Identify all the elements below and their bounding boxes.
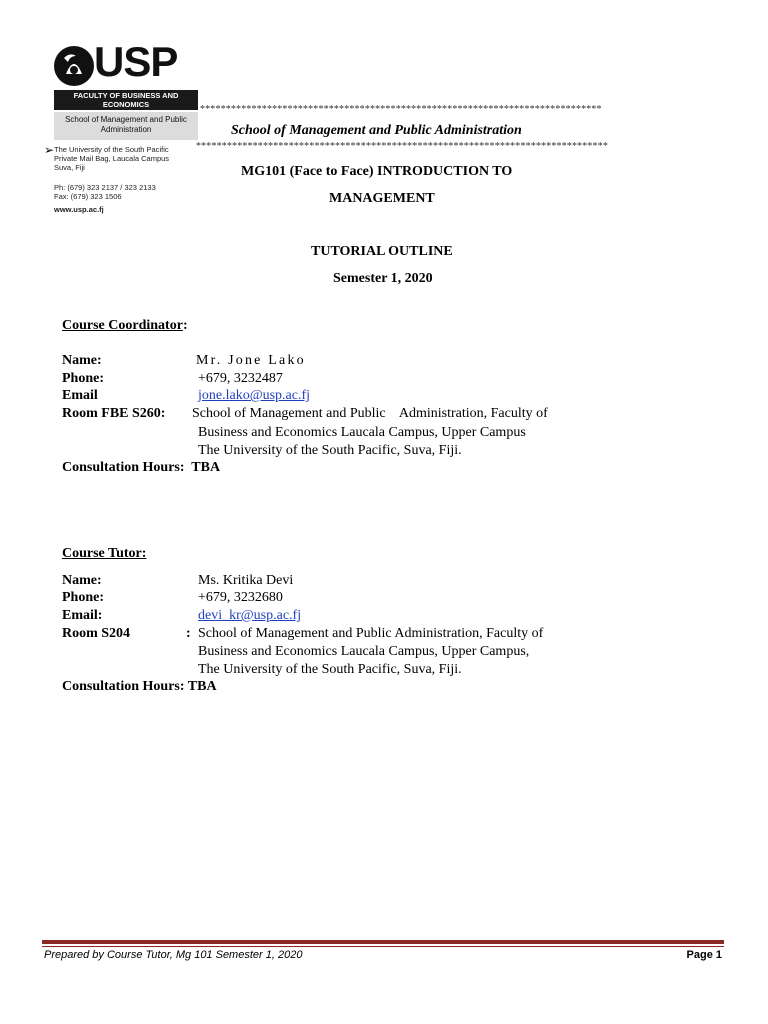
tutor-name-value: Ms. Kritika Devi	[198, 573, 294, 588]
logo-address-line: Suva, Fiji	[54, 163, 85, 172]
outline-title: TUTORIAL OUTLINE	[311, 244, 453, 259]
logo-faculty-band: FACULTY OF BUSINESS AND ECONOMICS	[54, 90, 198, 110]
coordinator-phone-value: +679, 3232487	[198, 371, 283, 386]
logo-address-line: The University of the South Pacific	[54, 145, 169, 154]
tutor-room-line2: Business and Economics Laucala Campus, Upper Campus,	[198, 644, 530, 659]
usp-logo-letters: USP	[94, 38, 178, 85]
footer-rule-thin	[42, 946, 724, 947]
course-title-line2: MANAGEMENT	[329, 191, 435, 206]
footer-rule	[42, 940, 724, 944]
tutor-room-line3: The University of the South Pacific, Suva, Fiji.	[198, 662, 462, 677]
semester-label: Semester 1, 2020	[333, 271, 433, 286]
logo-website: www.usp.ac.fj	[54, 205, 104, 214]
logo-phone: Ph: (679) 323 2137 / 323 2133	[54, 183, 156, 192]
tutor-email-label: Email:	[62, 608, 103, 623]
stars-divider-bottom: ********************************************************************************	[196, 141, 608, 152]
footer-prepared-by: Prepared by Course Tutor, Mg 101 Semester 1, 2020	[44, 949, 303, 961]
tutor-name-label: Name:	[62, 573, 102, 588]
coordinator-room-line2: Business and Economics Laucala Campus, Upper Campus	[198, 425, 526, 440]
tutor-phone-label: Phone:	[62, 590, 104, 605]
usp-emblem-icon	[52, 44, 96, 88]
tutor-email-link[interactable]: devi_kr@usp.ac.fj	[198, 608, 302, 623]
tutor-hours: Consultation Hours: TBA	[62, 679, 217, 694]
logo-fax: Fax: (679) 323 1506	[54, 192, 122, 201]
tutor-room-label: Room S204	[62, 626, 131, 641]
tutor-heading: Course Tutor:	[62, 546, 147, 561]
coordinator-email-label: Email	[62, 388, 98, 403]
coordinator-name-label: Name:	[62, 353, 102, 368]
logo-address-line: Private Mail Bag, Laucala Campus	[54, 154, 170, 163]
bullet-icon: ➢	[44, 143, 55, 157]
tutor-room-colon: :	[186, 626, 191, 641]
stars-divider-top: ******************************************************************************	[200, 104, 602, 115]
coordinator-name-value: Mr. Jone Lako	[196, 353, 306, 368]
coordinator-phone-label: Phone:	[62, 371, 104, 386]
coordinator-room-line3: The University of the South Pacific, Suva, Fiji.	[198, 443, 462, 458]
school-title: School of Management and Public Administration	[231, 123, 522, 138]
coordinator-hours: Consultation Hours: TBA	[62, 460, 221, 475]
tutor-phone-value: +679, 3232680	[198, 590, 283, 605]
usp-logo	[52, 38, 202, 217]
coordinator-email-link[interactable]: jone.lako@usp.ac.fj	[198, 388, 311, 403]
coordinator-room-line1: School of Management and Public Administration, Faculty of	[192, 406, 548, 421]
coordinator-heading: Course Coordinator:	[62, 318, 188, 333]
tutor-room-line1: School of Management and Public Administration, Faculty of	[198, 626, 544, 641]
coordinator-room-label: Room FBE S260:	[62, 406, 166, 421]
course-title-line1: MG101 (Face to Face) INTRODUCTION TO	[241, 164, 513, 179]
footer-page-number: Page 1	[686, 949, 722, 961]
logo-school-name: School of Management and Public Administration	[54, 112, 198, 140]
